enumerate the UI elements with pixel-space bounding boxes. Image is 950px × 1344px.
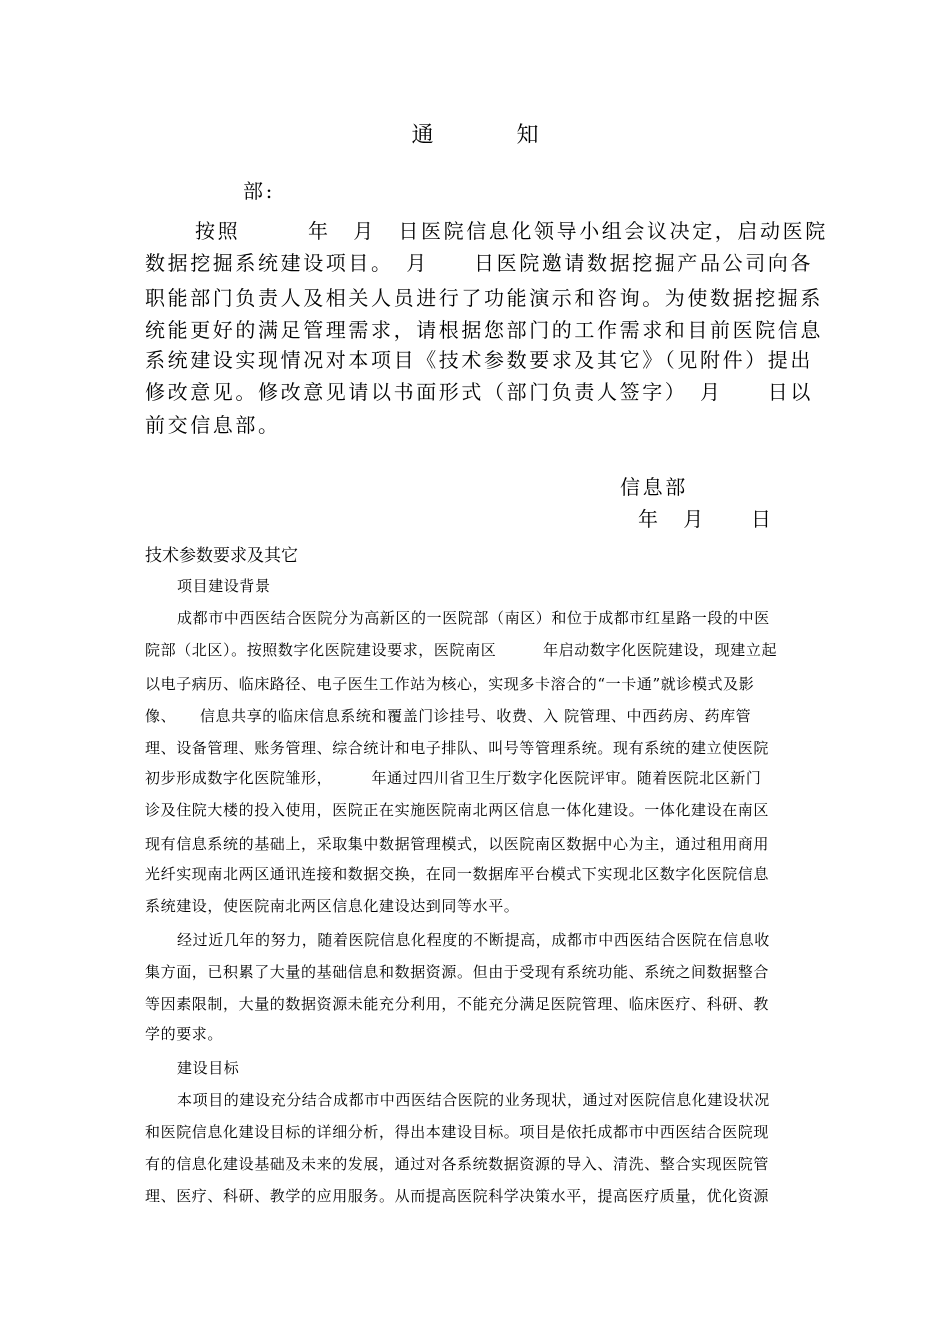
notice-salutation: 部: (243, 179, 275, 203)
paragraph-line: 成都市中西医结合医院分为高新区的一医院部（南区）和位于成都市红星路一段的中医 (177, 609, 770, 627)
attachment-heading: 技术参数要求及其它 (145, 546, 298, 566)
paragraph-line: 现有信息系统的基础上，采取集中数据管理模式，以医院南区数据中心为主，通过租用商用 (145, 835, 770, 853)
paragraph-line: 等因素限制，大量的数据资源未能充分利用，不能充分满足医院管理、临床医疗、科研、教 (145, 995, 770, 1013)
paragraph-line: 和医院信息化建设目标的详细分析，得出本建设目标。项目是依托成都市中西医结合医院现 (145, 1123, 770, 1141)
paragraph-line: 有的信息化建设基础及未来的发展，通过对各系统数据资源的导入、清洗、整合实现医院管 (145, 1155, 770, 1173)
paragraph-line: 系统建设，使医院南北两区信息化建设达到同等水平。 (145, 897, 520, 915)
paragraph-line: 学的要求。 (145, 1025, 224, 1043)
section-title: 项目建设背景 (177, 577, 271, 595)
paragraph-line: 集方面，已积累了大量的基础信息和数据资源。但由于受现有系统功能、系统之间数据整合 (145, 963, 770, 981)
notice-body-line: 按照 年 月 日医院信息化领导小组会议决定，启动医院 (195, 219, 828, 243)
paragraph-line: 初步形成数字化医院雏形， 年通过四川省卫生厅数字化医院评审。随着医院北区新门 (145, 769, 762, 787)
notice-body-line: 职能部门负责人及相关人员进行了功能演示和咨询。为使数据挖掘系 (145, 286, 823, 310)
paragraph-line: 以电子病历、临床路径、电子医生工作站为核心，实现多卡溶合的“一卡通”就诊模式及影 (145, 675, 755, 693)
notice-body-line: 前交信息部。 (145, 413, 281, 437)
paragraph-line: 光纤实现南北两区通讯连接和数据交换，在同一数据库平台模式下实现北区数字化医院信息 (145, 865, 770, 883)
paragraph-line: 理、设备管理、账务管理、综合统计和电子排队、叫号等管理系统。现有系统的建立使医院 (145, 739, 770, 757)
notice-title: 通 知 (411, 123, 577, 148)
notice-body-line: 修改意见。修改意见请以书面形式（部门负责人签字） 月 日以 (145, 380, 813, 404)
paragraph-line: 本项目的建设充分结合成都市中西医结合医院的业务现状，通过对医院信息化建设状况 (177, 1091, 770, 1109)
paragraph-line: 像、 信息共享的临床信息系统和覆盖门诊挂号、收费、入 院管理、中西药房、药库管 (145, 707, 752, 725)
notice-body-line: 数据挖掘系统建设项目。 月 日医院邀请数据挖掘产品公司向各 (145, 251, 813, 275)
signature-date: 年 月 日 (638, 507, 774, 531)
paragraph-line: 院部（北区）。按照数字化医院建设要求，医院南区 年启动数字化医院建设，现建立起 (145, 641, 778, 659)
signature-department: 信息部 (620, 475, 688, 499)
paragraph-line: 理、医疗、科研、教学的应用服务。从而提高医院科学决策水平，提高医疗质量，优化资源 (145, 1187, 770, 1205)
paragraph-line: 经过近几年的努力，随着医院信息化程度的不断提高，成都市中西医结合医院在信息收 (177, 931, 770, 949)
notice-body-line: 统能更好的满足管理需求，请根据您部门的工作需求和目前医院信息 (145, 318, 823, 342)
paragraph-line: 诊及住院大楼的投入使用，医院正在实施医院南北两区信息一体化建设。一体化建设在南区 (145, 801, 770, 819)
section-title: 建设目标 (177, 1059, 240, 1077)
notice-body-line: 系统建设实现情况对本项目《技术参数要求及其它》（见附件）提出 (145, 348, 813, 372)
